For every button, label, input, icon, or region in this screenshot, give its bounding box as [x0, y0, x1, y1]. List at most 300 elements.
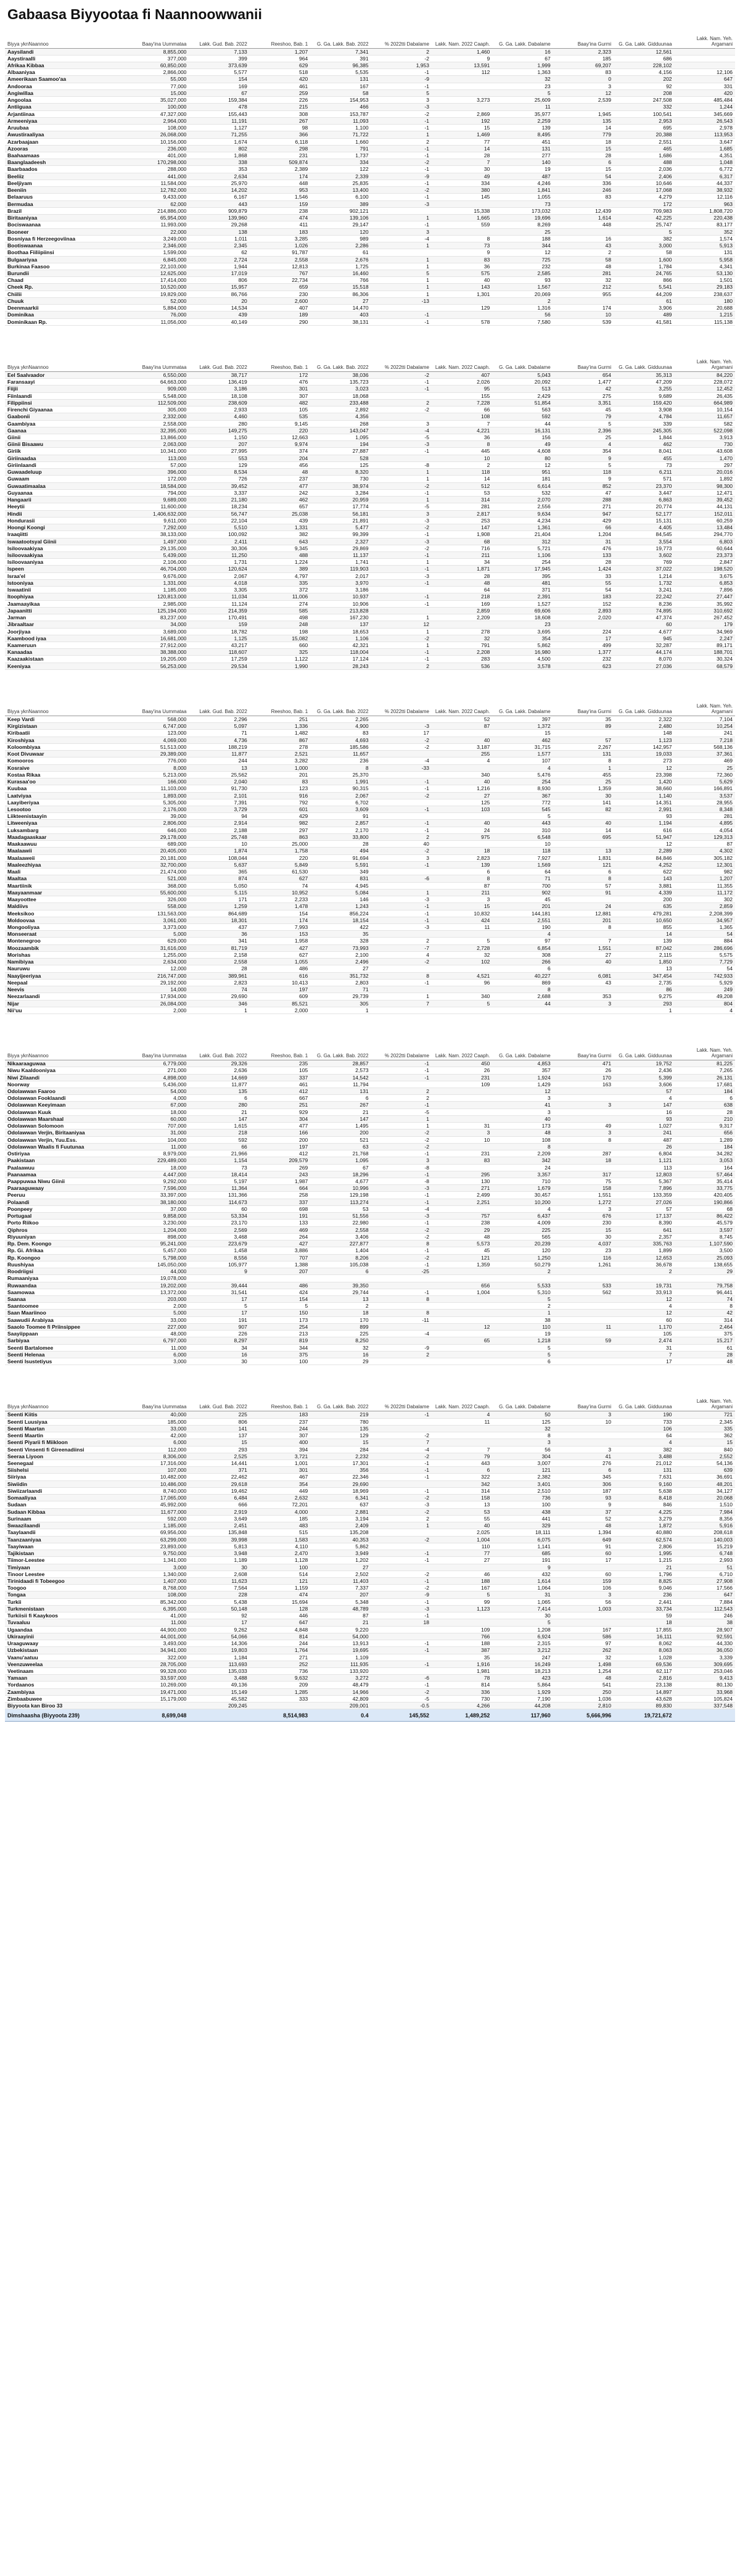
- table-row: [5, 1157, 735, 1164]
- cell-value: 271: [553, 503, 614, 510]
- cell-value: 30: [432, 166, 492, 173]
- country-name: Uzbekistaan: [5, 1647, 128, 1654]
- cell-value: -1: [371, 1661, 432, 1667]
- cell-value: 5,438: [189, 1598, 249, 1605]
- cell-value: 87: [675, 841, 735, 848]
- cell-value: 255: [432, 751, 492, 758]
- table-row: [5, 1459, 735, 1466]
- country-name: Kaambood iyaa: [5, 635, 128, 642]
- cell-value: 4,895: [675, 820, 735, 827]
- cell-value: 99,328,000: [128, 1668, 189, 1675]
- cell-value: 2,551: [614, 138, 674, 145]
- cell-value: -1: [371, 145, 432, 152]
- cell-value: 136,419: [189, 379, 249, 386]
- cell-value: 698: [250, 1205, 310, 1212]
- cell-value: [371, 1337, 432, 1344]
- cell-value: 7,984: [675, 1508, 735, 1515]
- cell-value: 17: [553, 1557, 614, 1564]
- column-header[interactable]: G. Ga. Lakk. Bab. 2022: [310, 352, 371, 371]
- cell-value: 6,924: [492, 1633, 553, 1640]
- country-name: Hondurasii: [5, 517, 128, 524]
- column-header[interactable]: Lakk. Nam. 2022 Caaph.: [432, 1392, 492, 1411]
- covid-table: [5, 28, 735, 1722]
- table-row: [5, 152, 735, 159]
- cell-value: 407: [432, 371, 492, 378]
- cell-value: 400: [250, 1439, 310, 1446]
- cell-value: -2: [371, 737, 432, 743]
- cell-value: 262: [553, 1647, 614, 1654]
- cell-value: 5: [189, 1303, 249, 1310]
- cell-value: -2: [371, 1136, 432, 1143]
- country-name: Odolawwan Faaroo: [5, 1088, 128, 1094]
- column-header[interactable]: Lakk. Nam. Yeh. Argamani: [675, 28, 735, 48]
- cell-value: 3: [371, 1157, 432, 1164]
- cell-value: -6: [371, 875, 432, 882]
- cell-value: 1: [371, 559, 432, 566]
- cell-value: 17,137: [614, 1213, 674, 1220]
- cell-value: [553, 931, 614, 938]
- country-name: Odolawwan Verjin, Yuu.Ess.: [5, 1136, 128, 1143]
- cell-value: 38,180,000: [128, 1199, 189, 1205]
- cell-value: 25: [553, 434, 614, 440]
- cell-value: 466: [310, 104, 371, 110]
- cell-value: 389: [310, 200, 371, 207]
- table-row: [5, 1150, 735, 1157]
- cell-value: 294,770: [675, 531, 735, 538]
- cell-value: 545: [492, 806, 553, 813]
- table-row: [5, 531, 735, 538]
- cell-value: 28: [553, 559, 614, 566]
- cell-value: 8,206: [310, 1254, 371, 1261]
- column-header[interactable]: Lakk. Gud. Bab. 2022: [189, 1392, 249, 1411]
- cell-value: 254: [250, 1323, 310, 1330]
- column-header[interactable]: Baay'ina Uummataa: [128, 28, 189, 48]
- cell-value: 1,999: [492, 62, 553, 68]
- cell-value: -1: [371, 1459, 432, 1466]
- cell-value: 4,246: [492, 180, 553, 186]
- country-name: Polaandi: [5, 1199, 128, 1205]
- cell-value: 469: [250, 1226, 310, 1233]
- table-row: [5, 97, 735, 104]
- cell-value: 38,133,000: [128, 531, 189, 538]
- cell-value: 140: [492, 159, 553, 166]
- cell-value: 233,488: [310, 399, 371, 406]
- cell-value: 112,543: [675, 1605, 735, 1612]
- column-header[interactable]: Reeshoo, Bab. 1: [250, 696, 310, 716]
- table-row: [5, 305, 735, 312]
- column-header[interactable]: G. Ga. Lakk. Dabalame: [492, 696, 553, 716]
- cell-value: 33,397,000: [128, 1192, 189, 1199]
- cell-value: 329: [492, 1522, 553, 1529]
- cell-value: 297: [250, 827, 310, 833]
- cell-value: 156: [492, 434, 553, 440]
- column-header[interactable]: Lakk. Nam. 2022 Caaph.: [432, 352, 492, 371]
- column-header[interactable]: G. Ga. Lakk. Dabalame: [492, 352, 553, 371]
- cell-value: 3: [553, 1102, 614, 1108]
- column-header[interactable]: G. Ga. Lakk. Dabalame: [492, 28, 553, 48]
- cell-value: -4: [371, 1331, 432, 1337]
- cell-value: 72,201: [250, 1501, 310, 1508]
- cell-value: 302: [675, 896, 735, 903]
- column-header[interactable]: Lakk. Gud. Bab. 2022: [189, 696, 249, 716]
- cell-value: 45: [432, 1247, 492, 1254]
- column-header[interactable]: % 2022tti Dabalame: [371, 352, 432, 371]
- cell-value: 8,269: [492, 221, 553, 228]
- cell-value: 1,204,000: [128, 1226, 189, 1233]
- cell-value: [128, 1703, 189, 1709]
- column-header[interactable]: G. Ga. Lakk. Gidduunaa: [614, 352, 674, 371]
- cell-value: 44,208: [492, 1703, 553, 1709]
- column-header[interactable]: Biyya yknNaannoo: [5, 1392, 128, 1411]
- column-header[interactable]: % 2022tti Dabalame: [371, 28, 432, 48]
- cell-value: 1,424: [553, 566, 614, 572]
- cell-value: 11,403: [310, 1577, 371, 1584]
- table-row: [5, 138, 735, 145]
- cell-value: 322: [432, 1474, 492, 1480]
- cell-value: 271: [432, 1185, 492, 1192]
- table-row: [5, 1074, 735, 1081]
- table-row: [5, 979, 735, 986]
- cell-value: -2: [371, 743, 432, 750]
- column-header[interactable]: G. Ga. Lakk. Gidduunaa: [614, 696, 674, 716]
- cell-value: 73: [614, 461, 674, 468]
- cell-value: 62,000: [128, 200, 189, 207]
- table-row: [5, 566, 735, 572]
- cell-value: -2: [371, 187, 432, 194]
- cell-value: 236,000: [128, 145, 189, 152]
- column-header[interactable]: Baay'ina Gurmi: [553, 1392, 614, 1411]
- column-header[interactable]: G. Ga. Lakk. Bab. 2022: [310, 1041, 371, 1060]
- cell-value: 1: [371, 1123, 432, 1129]
- cell-value: 68,579: [675, 663, 735, 669]
- cell-value: 10,486,000: [128, 1480, 189, 1487]
- table-row: [5, 635, 735, 642]
- column-header[interactable]: G. Ga. Lakk. Dabalame: [492, 1392, 553, 1411]
- table-row: [5, 1612, 735, 1619]
- cell-value: 982: [250, 820, 310, 827]
- column-header[interactable]: Lakk. Gud. Bab. 2022: [189, 28, 249, 48]
- cell-value: [371, 207, 432, 214]
- column-header[interactable]: Lakk. Gud. Bab. 2022: [189, 1041, 249, 1060]
- cell-value: 3,886: [250, 1247, 310, 1254]
- cell-value: 884: [675, 938, 735, 944]
- cell-value: 53: [432, 489, 492, 496]
- cell-value: [553, 1432, 614, 1439]
- column-header[interactable]: Lakk. Nam. 2022 Caaph.: [432, 696, 492, 716]
- cell-value: [675, 48, 735, 55]
- cell-value: 79: [432, 1453, 492, 1459]
- cell-value: 297: [675, 461, 735, 468]
- cell-value: 8,745: [675, 1233, 735, 1240]
- cell-value: 273: [614, 758, 674, 764]
- cell-value: 48: [553, 1675, 614, 1682]
- cell-value: 6,853: [675, 579, 735, 586]
- cell-value: 396,000: [128, 469, 189, 476]
- cell-value: 18: [432, 848, 492, 854]
- country-name: Toogoo: [5, 1585, 128, 1591]
- cell-value: 137: [310, 621, 371, 628]
- table-row: [5, 318, 735, 325]
- cell-value: 429: [250, 813, 310, 820]
- table-row: [5, 572, 735, 579]
- cell-value: 2,382: [492, 1474, 553, 1480]
- cell-value: -1: [371, 386, 432, 392]
- column-header[interactable]: Baay'ina Gurmi: [553, 28, 614, 48]
- cell-value: 3,488: [614, 1453, 674, 1459]
- country-name: Chaad: [5, 277, 128, 284]
- cell-value: 17: [189, 1296, 249, 1303]
- cell-value: 15: [553, 1226, 614, 1233]
- cell-value: 5: [371, 89, 432, 96]
- column-header[interactable]: Reeshoo, Bab. 1: [250, 1041, 310, 1060]
- table-row: [5, 1675, 735, 1682]
- cell-value: 17,068: [614, 187, 674, 194]
- cell-value: 2,339: [310, 173, 371, 180]
- column-header[interactable]: Lakk. Nam. Yeh. Argamani: [675, 1392, 735, 1411]
- table-row: [5, 1254, 735, 1261]
- cell-value: 249: [675, 986, 735, 993]
- column-header[interactable]: G. Ga. Lakk. Bab. 2022: [310, 696, 371, 716]
- column-header[interactable]: % 2022tti Dabalame: [371, 696, 432, 716]
- cell-value: 39,452: [675, 497, 735, 503]
- cell-value: -1: [371, 318, 432, 325]
- cell-value: -8: [371, 1178, 432, 1185]
- cell-value: -1: [371, 1598, 432, 1605]
- cell-value: 310,692: [675, 607, 735, 614]
- table-row: [5, 972, 735, 979]
- table-row: [5, 1495, 735, 1501]
- cell-value: 22,734: [250, 277, 310, 284]
- column-header[interactable]: Reeshoo, Bab. 1: [250, 28, 310, 48]
- cell-value: 27,912,000: [128, 642, 189, 649]
- country-name: Noorway: [5, 1081, 128, 1088]
- table-row: [5, 1661, 735, 1667]
- cell-value: 767: [250, 270, 310, 277]
- cell-value: -1: [371, 1220, 432, 1226]
- cell-value: 528: [310, 455, 371, 461]
- cell-value: 11,355: [675, 882, 735, 889]
- cell-value: [553, 1303, 614, 1310]
- cell-value: 1: [371, 628, 432, 635]
- cell-value: 42,000: [128, 1432, 189, 1439]
- cell-value: 1,892: [675, 476, 735, 482]
- cell-value: 8: [553, 758, 614, 764]
- cell-value: 1,185,000: [128, 587, 189, 593]
- table-row: [5, 159, 735, 166]
- cell-value: 202: [614, 76, 674, 83]
- country-name: Maaltaa: [5, 875, 128, 882]
- cell-value: 11,000: [128, 1619, 189, 1626]
- column-header[interactable]: G. Ga. Lakk. Dabalame: [492, 1041, 553, 1060]
- cell-value: 170: [310, 1316, 371, 1323]
- column-header[interactable]: G. Ga. Lakk. Bab. 2022: [310, 28, 371, 48]
- cell-value: 12,471: [675, 489, 735, 496]
- cell-value: 863: [250, 833, 310, 840]
- cell-value: 11,006: [250, 593, 310, 600]
- cell-value: 4,356: [310, 413, 371, 420]
- cell-value: 2,345: [675, 1418, 735, 1425]
- cell-value: 9,689: [614, 392, 674, 399]
- cell-value: 3,948: [189, 1550, 249, 1557]
- cell-value: -1: [371, 83, 432, 89]
- cell-value: 1,027: [614, 1123, 674, 1129]
- table-row: [5, 76, 735, 83]
- page-title: Gabaasa Biyyootaa fi Naannoowwanii: [7, 6, 262, 22]
- cell-value: 35,027,000: [128, 97, 189, 104]
- cell-value: 707,000: [128, 1123, 189, 1129]
- cell-value: 42: [553, 386, 614, 392]
- column-header[interactable]: Baay'ina Uummataa: [128, 1392, 189, 1411]
- cell-value: 10: [492, 841, 553, 848]
- cell-value: 184: [675, 1088, 735, 1094]
- cell-value: 5,213,000: [128, 771, 189, 778]
- cell-value: 2: [492, 1268, 553, 1275]
- cell-value: 253,046: [675, 1668, 735, 1675]
- cell-value: 87: [432, 882, 492, 889]
- cell-value: 89,171: [675, 642, 735, 649]
- country-name: Komooros: [5, 758, 128, 764]
- cell-value: 874: [189, 875, 249, 882]
- cell-value: 86: [614, 986, 674, 993]
- cell-value: 20,405,000: [128, 848, 189, 854]
- column-header[interactable]: Lakk. Nam. 2022 Caaph.: [432, 28, 492, 48]
- cell-value: 963: [675, 200, 735, 207]
- cell-value: 119,903: [310, 566, 371, 572]
- column-header[interactable]: Baay'ina Uummataa: [128, 1041, 189, 1060]
- cell-value: 1: [492, 1310, 553, 1316]
- column-header[interactable]: Lakk. Nam. Yeh. Argamani: [675, 696, 735, 716]
- table-row: [5, 524, 735, 531]
- country-name: Zimbaabuwee: [5, 1695, 128, 1702]
- country-name: Kiribaatii: [5, 730, 128, 737]
- table-row: [5, 848, 735, 854]
- cell-value: -3: [371, 538, 432, 545]
- cell-value: 106: [553, 1585, 614, 1591]
- cell-value: -1: [371, 551, 432, 558]
- cell-value: -1: [371, 312, 432, 318]
- column-header[interactable]: Reeshoo, Bab. 1: [250, 1392, 310, 1411]
- cell-value: 11: [432, 1418, 492, 1425]
- column-header[interactable]: Biyya yknNaannoo: [5, 1041, 128, 1060]
- cell-value: 334: [432, 180, 492, 186]
- column-header[interactable]: Biyya yknNaannoo: [5, 28, 128, 48]
- cell-value: 638: [675, 1102, 735, 1108]
- column-header[interactable]: G. Ga. Lakk. Gidduunaa: [614, 1041, 674, 1060]
- cell-value: 170,298,000: [128, 159, 189, 166]
- cell-value: 67: [189, 89, 249, 96]
- column-header[interactable]: G. Ga. Lakk. Gidduunaa: [614, 28, 674, 48]
- cell-value: 8,390: [614, 1220, 674, 1226]
- cell-value: 4,853: [492, 1060, 553, 1067]
- cell-value: 477: [250, 1123, 310, 1129]
- cell-value: 16: [310, 1351, 371, 1358]
- cell-value: 10,520,000: [128, 284, 189, 291]
- column-header[interactable]: % 2022tti Dabalame: [371, 1041, 432, 1060]
- column-header[interactable]: Biyya yknNaannoo: [5, 352, 128, 371]
- cell-value: 478: [189, 104, 249, 110]
- cell-value: [371, 1529, 432, 1536]
- cell-value: 1,406,632,000: [128, 510, 189, 517]
- cell-value: 276: [553, 1459, 614, 1466]
- cell-value: 9,046: [614, 1585, 674, 1591]
- column-header[interactable]: Baay'ina Gurmi: [553, 352, 614, 371]
- cell-value: 11,191: [189, 117, 249, 124]
- cell-value: 11,877: [189, 751, 249, 758]
- cell-value: 17,259: [189, 656, 249, 663]
- cell-value: [553, 1425, 614, 1432]
- cell-value: 6: [492, 1358, 553, 1365]
- column-header[interactable]: Lakk. Gud. Bab. 2022: [189, 352, 249, 371]
- cell-value: 2,881: [310, 1508, 371, 1515]
- cell-value: -2: [371, 1254, 432, 1261]
- cell-value: 16,460: [310, 270, 371, 277]
- cell-value: 283: [432, 656, 492, 663]
- column-header[interactable]: Baay'ina Gurmi: [553, 1041, 614, 1060]
- column-header[interactable]: G. Ga. Lakk. Gidduunaa: [614, 1392, 674, 1411]
- cell-value: 56: [492, 1446, 553, 1453]
- cell-value: 91: [553, 889, 614, 896]
- cell-value: 1,899: [614, 1247, 674, 1254]
- column-header[interactable]: Biyya yknNaannoo: [5, 696, 128, 716]
- table-row: [5, 448, 735, 455]
- cell-value: 129: [310, 1432, 371, 1439]
- column-header[interactable]: Lakk. Nam. Yeh. Argamani: [675, 352, 735, 371]
- column-header[interactable]: Baay'ina Uummataa: [128, 352, 189, 371]
- cell-value: 521: [310, 1136, 371, 1143]
- cell-value: 246: [675, 1612, 735, 1619]
- cell-value: 32,287: [614, 642, 674, 649]
- column-header[interactable]: G. Ga. Lakk. Bab. 2022: [310, 1392, 371, 1411]
- cell-value: 14,351: [614, 799, 674, 806]
- cell-value: 1,784: [614, 263, 674, 270]
- cell-value: 568,136: [675, 743, 735, 750]
- column-header[interactable]: Lakk. Nam. Yeh. Argamani: [675, 1041, 735, 1060]
- cell-value: 12,881: [553, 910, 614, 917]
- cell-value: 301: [250, 386, 310, 392]
- column-header[interactable]: % 2022tti Dabalame: [371, 1392, 432, 1411]
- cell-value: 1,140: [614, 792, 674, 799]
- cell-value: 86,766: [189, 291, 249, 297]
- column-header[interactable]: Baay'ina Uummataa: [128, 696, 189, 716]
- cell-value: 34: [189, 1344, 249, 1351]
- cell-value: 29: [675, 1268, 735, 1275]
- cell-value: 4,037: [553, 1241, 614, 1247]
- cell-value: 198: [250, 628, 310, 635]
- cell-value: 48: [250, 469, 310, 476]
- cell-value: 174: [553, 305, 614, 312]
- cell-value: 152: [553, 600, 614, 607]
- cell-value: 62,117: [614, 1668, 674, 1675]
- cell-value: 218: [432, 593, 492, 600]
- cell-value: 864,689: [189, 910, 249, 917]
- cell-value: 1,106: [310, 635, 371, 642]
- cell-value: 271: [250, 1654, 310, 1661]
- cell-value: 15: [310, 1439, 371, 1446]
- cell-value: 10,646: [614, 180, 674, 186]
- cell-value: 180: [675, 297, 735, 304]
- column-header[interactable]: Lakk. Nam. 2022 Caaph.: [432, 1041, 492, 1060]
- cell-value: 28: [675, 1108, 735, 1115]
- cell-value: 59: [614, 1612, 674, 1619]
- cell-value: 6,000: [128, 1351, 189, 1358]
- column-header[interactable]: Reeshoo, Bab. 1: [250, 352, 310, 371]
- cell-value: 8: [432, 875, 492, 882]
- column-header[interactable]: Baay'ina Gurmi: [553, 696, 614, 716]
- country-name: Guwaadeluup: [5, 469, 128, 476]
- cell-value: 5: [492, 1344, 553, 1351]
- cell-value: 54: [553, 587, 614, 593]
- cell-value: 622: [614, 869, 674, 875]
